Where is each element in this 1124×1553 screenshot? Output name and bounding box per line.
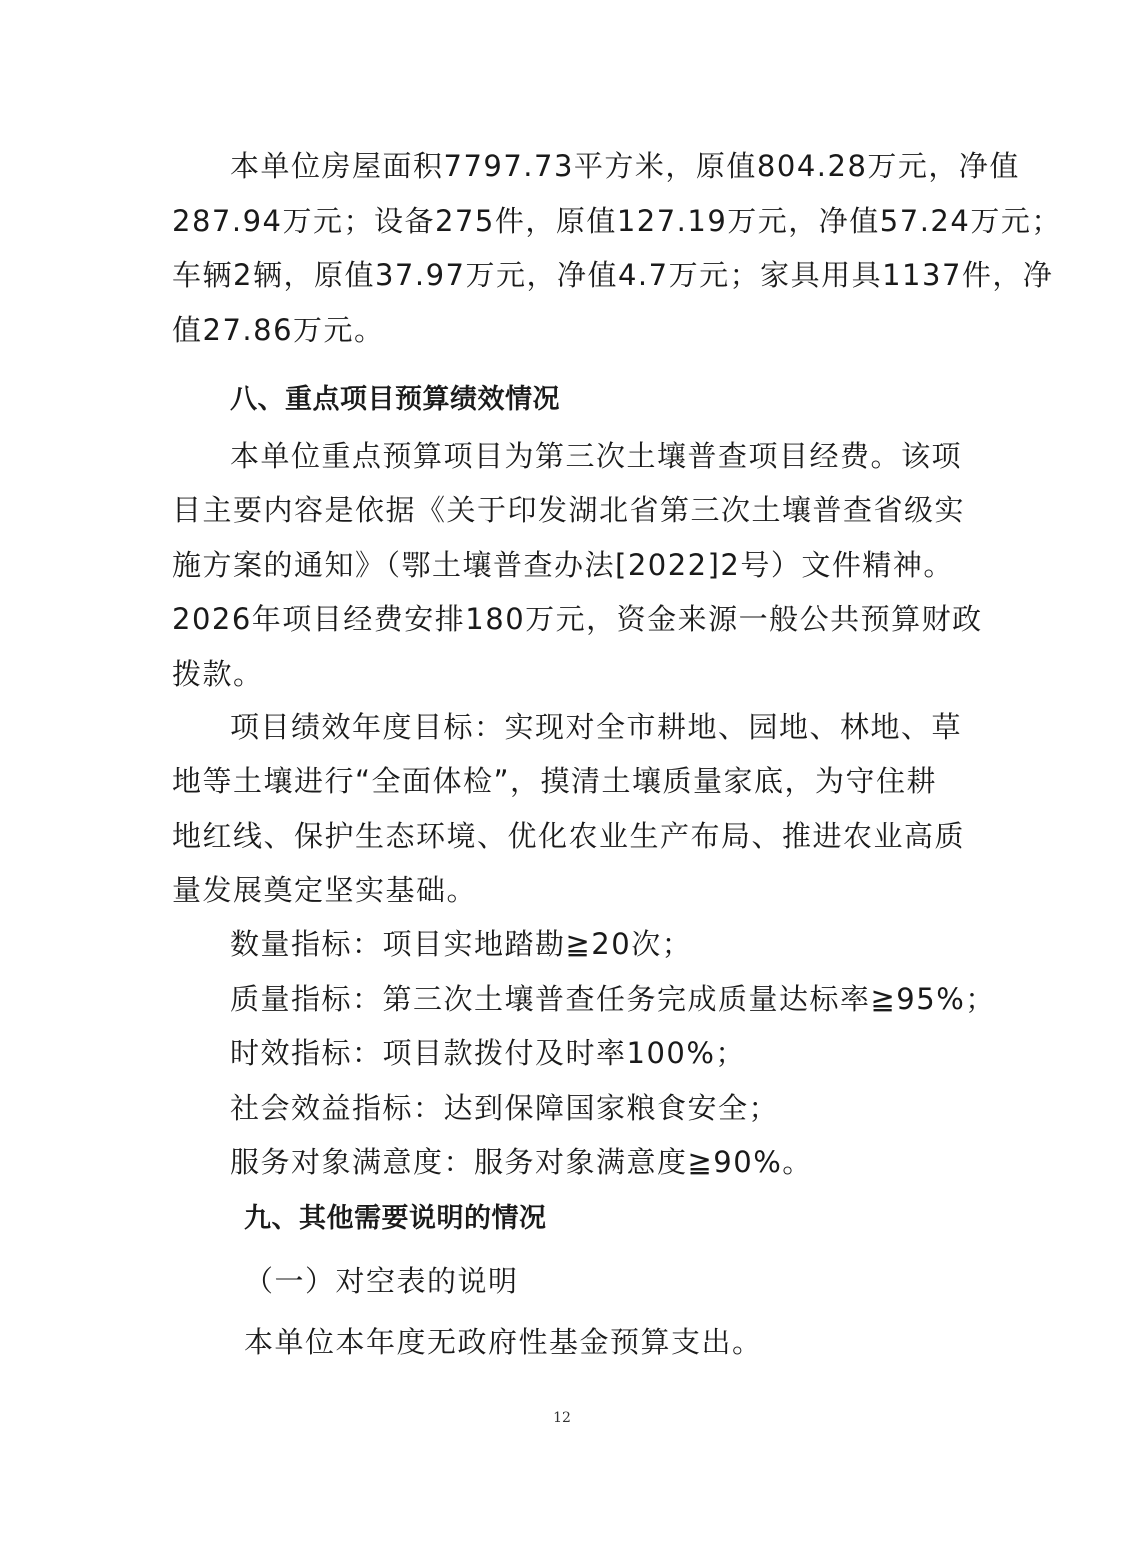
section9-subheading: （一）对空表的说明	[244, 1264, 519, 1298]
project-description-line: 2026年项目经费安排180万元，资金来源一般公共预算财政	[172, 602, 983, 636]
page-number: 12	[553, 1410, 571, 1426]
indicator-social-benefit: 社会效益指标：达到保障国家粮食安全；	[230, 1091, 780, 1125]
indicator-timeliness: 时效指标：项目款拨付及时率100%；	[230, 1036, 746, 1070]
assets-paragraph-line: 车辆2辆，原值37.97万元，净值4.7万元；家具用具1137件，净	[172, 258, 1054, 292]
assets-paragraph-line: 值27.86万元。	[172, 313, 385, 347]
performance-goal-line: 地等土壤进行“全面体检”，摸清土壤质量家底，为守住耕	[172, 764, 938, 798]
project-description-line: 本单位重点预算项目为第三次土壤普查项目经费。该项	[230, 439, 963, 473]
section9-sub1-text: 本单位本年度无政府性基金预算支出。	[244, 1325, 763, 1359]
indicator-quantity: 数量指标：项目实地踏勘≧20次；	[230, 927, 693, 961]
performance-goal-line: 项目绩效年度目标：实现对全市耕地、园地、林地、草	[230, 710, 963, 744]
indicator-quality: 质量指标：第三次土壤普查任务完成质量达标率≧95%；	[230, 982, 996, 1016]
project-description-line: 拨款。	[172, 657, 264, 691]
project-description-line: 施方案的通知》（鄂土壤普查办法[2022]2号）文件精神。	[172, 548, 954, 582]
assets-paragraph-line: 本单位房屋面积7797.73平方米，原值804.28万元，净值	[230, 149, 1020, 183]
performance-goal-line: 量发展奠定坚实基础。	[172, 873, 478, 907]
assets-paragraph-line: 287.94万元；设备275件，原值127.19万元，净值57.24万元；	[172, 204, 1062, 238]
section8-heading: 八、重点项目预算绩效情况	[230, 384, 560, 415]
indicator-satisfaction: 服务对象满意度：服务对象满意度≧90%。	[230, 1145, 813, 1179]
project-description-line: 目主要内容是依据《关于印发湖北省第三次土壤普查省级实	[172, 493, 966, 527]
performance-goal-line: 地红线、保护生态环境、优化农业生产布局、推进农业高质	[172, 819, 966, 853]
section9-heading: 九、其他需要说明的情况	[244, 1203, 547, 1234]
